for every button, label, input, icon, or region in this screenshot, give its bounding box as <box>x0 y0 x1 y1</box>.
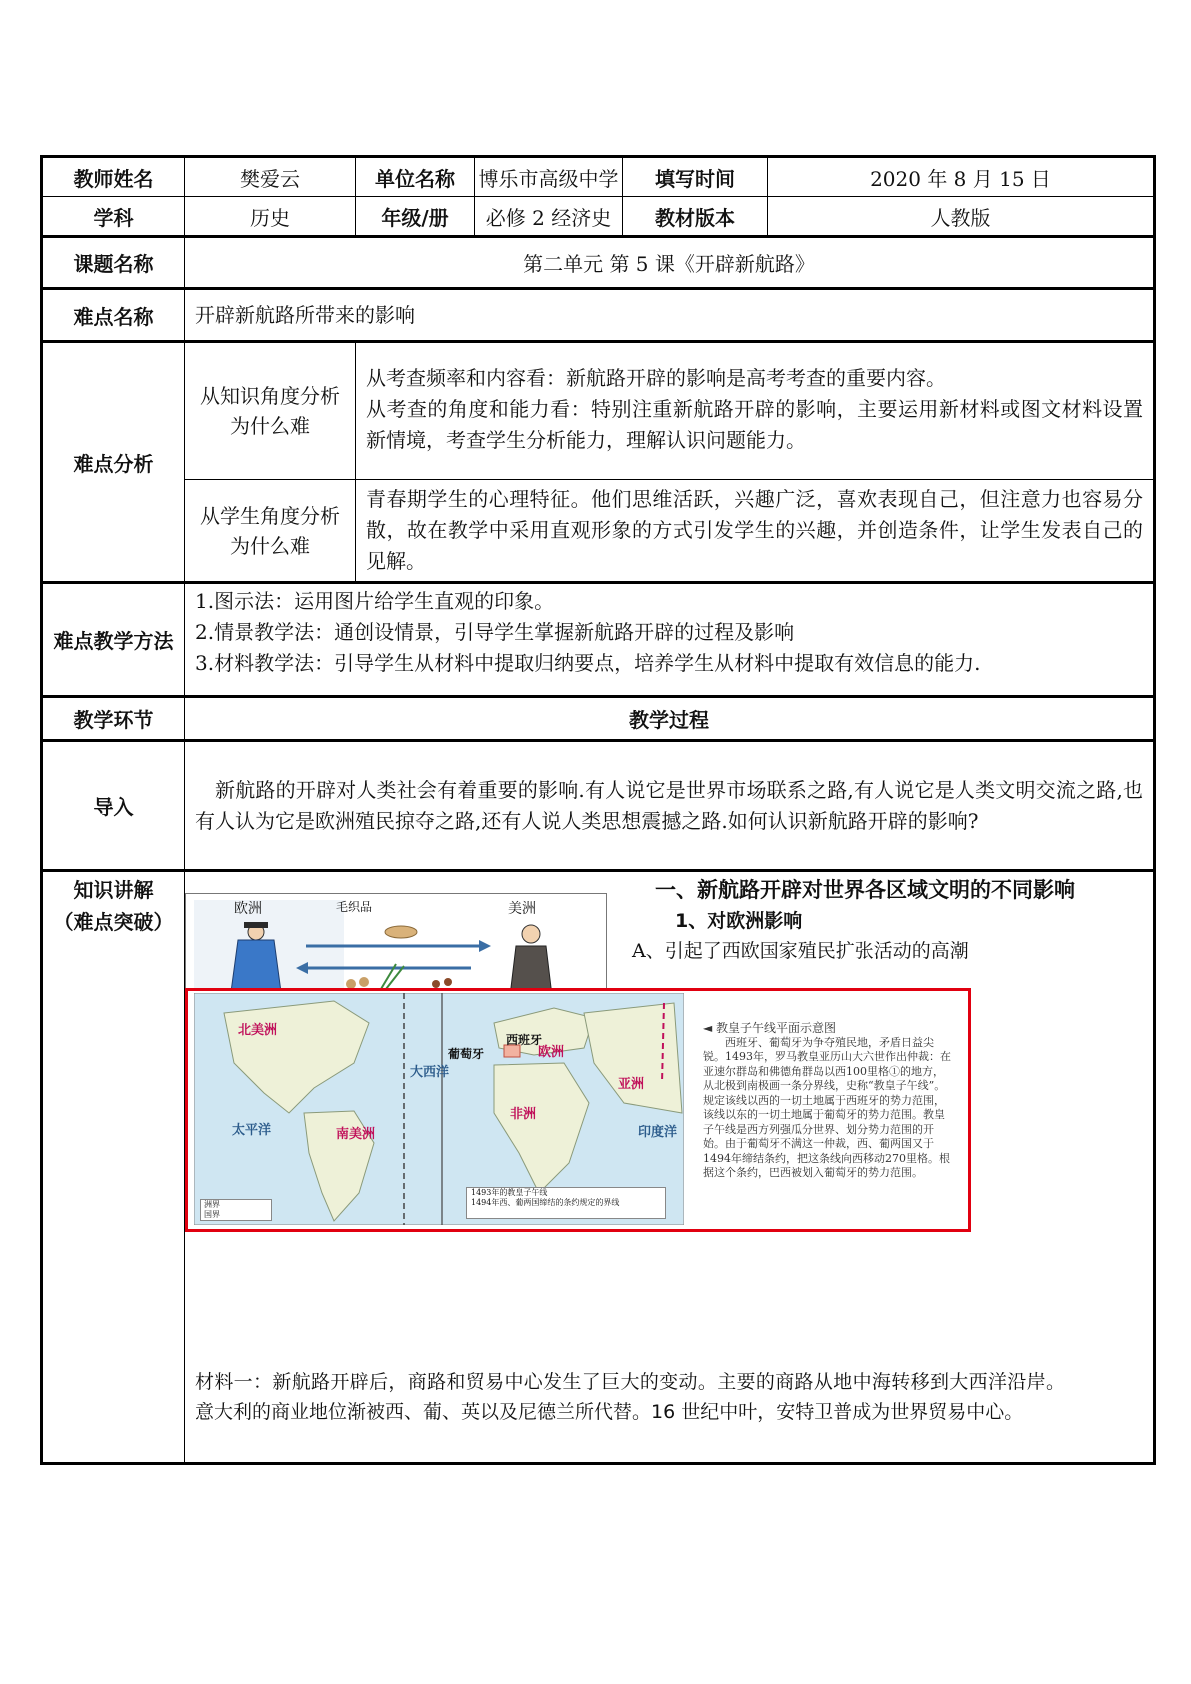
map-caption <box>703 1021 953 1181</box>
trade-europe-label: 欧洲 <box>234 901 262 917</box>
student-angle-text: 青春期学生的心理特征。他们思维活跃，兴趣广泛，喜欢表现自己，但注意力也容易分散，故在教学中采用直观形象的方式引发学生的兴趣，并创造条件，让学生发表自己的见解。 <box>356 480 1155 583</box>
label-spain: 西班牙 <box>506 1033 543 1047</box>
label-south-america: 南美洲 <box>336 1127 376 1142</box>
methods-list <box>185 583 1155 697</box>
legend-1493-line: 1493年的教皇子午线 <box>471 1188 548 1197</box>
subsection-heading: 1、对欧洲影响 <box>675 910 803 932</box>
unit-value: 博乐市高级中学 <box>475 157 623 197</box>
textbook-value: 人教版 <box>768 197 1155 237</box>
map-legend-right <box>466 1187 666 1219</box>
legend-1494-line: 1494年西、葡两国缔结的条约规定的界线 <box>471 1198 620 1207</box>
difficulty-row <box>42 289 1155 342</box>
analysis-label: 难点分析 <box>42 342 185 583</box>
lesson-plan-table <box>40 155 1156 1465</box>
teacher-label: 教师姓名 <box>42 157 185 197</box>
process-header-row <box>42 697 1155 741</box>
process-label: 教学过程 <box>185 697 1155 741</box>
grade-value: 必修 2 经济史 <box>475 197 623 237</box>
label-asia: 亚洲 <box>618 1077 645 1092</box>
lesson-plan-sheet <box>40 155 1153 1465</box>
legend-national-boundary: 国界 <box>204 1210 220 1219</box>
intro-label: 导入 <box>42 741 185 871</box>
difficulty-label: 难点名称 <box>42 289 185 342</box>
knowledge-angle-label: 从知识角度分析为什么难 <box>185 342 356 480</box>
date-label: 填写时间 <box>623 157 768 197</box>
header-row-1 <box>42 157 1155 197</box>
intro-text: 新航路的开辟对人类社会有着重要的影响.有人说它是世界市场联系之路,有人说它是人类文明交流之路,也有人认为它是欧洲殖民掠夺之路,还有人说人类思想震撼之路.如何认识新航路开辟的影响? <box>185 741 1155 871</box>
knowledge-angle-text <box>356 342 1155 480</box>
material-one: 材料一：新航路开辟后，商路和贸易中心发生了巨大的变动。主要的商路从地中海转移到大西洋沿岸。意大利的商业地位渐被西、葡、英以及尼德兰所代替。16 世纪中叶，安特卫普成为世界贸易中心。 <box>195 1371 1065 1423</box>
label-europe: 欧洲 <box>538 1045 565 1060</box>
trade-goods-top: 毛织品 <box>336 900 373 914</box>
textbook-label: 教材版本 <box>623 197 768 237</box>
legend-continent-boundary: 洲界 <box>204 1200 220 1209</box>
student-angle-label: 从学生角度分析为什么难 <box>185 480 356 583</box>
subject-value: 历史 <box>185 197 356 237</box>
method-item-2: 2.情景教学法：通创设情景，引导学生掌握新航路开辟的过程及影响 <box>195 620 795 644</box>
trade-figure <box>185 893 607 1000</box>
methods-label: 难点教学方法 <box>42 583 185 697</box>
map-legend-left <box>200 1199 272 1221</box>
knowledge-label-line-1: 知识讲解 <box>73 878 154 902</box>
map-caption-text: 西班牙、葡萄牙为争夺殖民地，矛盾日益尖锐。1493年，罗马教皇亚历山大六世作出仲裁：在亚速尔群岛和佛德角群岛以西100里格①的地方，从北极到南极画一条分界线，史称“教皇子午线”。规定该线以西的一切土地属于西班牙的势力范围，该线以东的一切土地属于葡萄牙的势力范围。教皇子午线是西方列强瓜分世界、划分势力范围的开始。由于葡萄牙不满这一仲裁，西、葡两国又于1494年缔结条约，把这条线向西移动270里格。根据这个条约，巴西被划入葡萄牙的势力范围。 <box>703 1035 951 1179</box>
topic-label: 课题名称 <box>42 237 185 289</box>
topic-value: 第二单元 第 5 课《开辟新航路》 <box>185 237 1155 289</box>
method-item-1: 1.图示法：运用图片给学生直观的印象。 <box>195 589 555 613</box>
methods-row <box>42 583 1155 697</box>
knowledge-line-1: 从考查频率和内容看：新航路开辟的影响是高考考查的重要内容。 <box>366 366 946 390</box>
label-pacific: 太平洋 <box>232 1123 272 1138</box>
difficulty-value: 开辟新航路所带来的影响 <box>185 289 1155 342</box>
label-north-america: 北美洲 <box>238 1023 278 1038</box>
label-portugal: 葡萄牙 <box>448 1047 485 1061</box>
map-caption-title: ◄ 教皇子午线平面示意图 <box>703 1021 837 1035</box>
stage-label: 教学环节 <box>42 697 185 741</box>
papal-line-map-figure <box>185 988 971 1232</box>
unit-label: 单位名称 <box>356 157 475 197</box>
label-atlantic: 大西洋 <box>410 1065 450 1080</box>
date-value: 2020 年 8 月 15 日 <box>768 157 1155 197</box>
teacher-value: 樊爱云 <box>185 157 356 197</box>
grade-label: 年级/册 <box>356 197 475 237</box>
label-indian-ocean: 印度洋 <box>638 1125 678 1140</box>
section-heading: 一、新航路开辟对世界各区域文明的不同影响 <box>655 878 1075 902</box>
method-item-3: 3.材料教学法：引导学生从材料中提取归纳要点，培养学生从材料中提取有效信息的能力. <box>195 651 981 675</box>
trade-america-label: 美洲 <box>508 901 536 917</box>
point-a: A、引起了西欧国家殖民扩张活动的高潮 <box>632 940 969 962</box>
subject-label: 学科 <box>42 197 185 237</box>
analysis-row-knowledge <box>42 342 1155 480</box>
knowledge-label-line-2: （难点突破） <box>53 910 174 934</box>
knowledge-line-2: 从考查的角度和能力看：特别注重新航路开辟的影响，主要运用新材料或图文材料设置新情境，考查学生分析能力，理解认识问题能力。 <box>366 397 1143 452</box>
knowledge-content <box>185 871 1155 1464</box>
topic-row <box>42 237 1155 289</box>
analysis-row-student <box>42 480 1155 583</box>
knowledge-row <box>42 871 1155 1464</box>
knowledge-label <box>42 871 185 1464</box>
header-row-2 <box>42 197 1155 237</box>
label-africa: 非洲 <box>510 1107 537 1122</box>
intro-row <box>42 741 1155 871</box>
